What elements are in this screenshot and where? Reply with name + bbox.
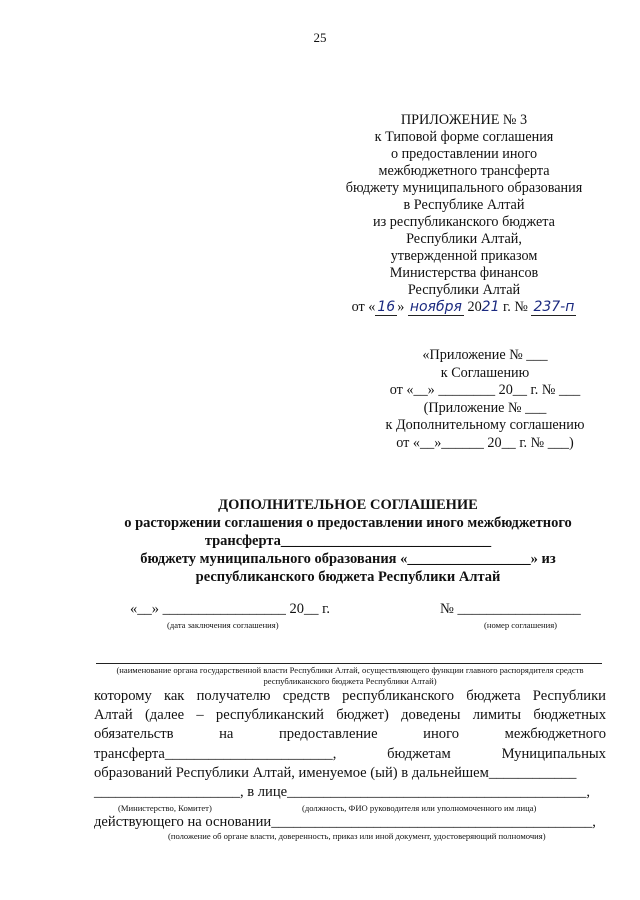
appendix-line: бюджету муниципального образования xyxy=(345,180,583,196)
body-word: Муниципальных xyxy=(501,745,606,762)
appendix-line: из республиканского бюджета xyxy=(373,214,555,230)
title-line: республиканского бюджета Республики Алтай xyxy=(195,569,501,585)
order-mid1: » xyxy=(397,299,408,315)
body-word: бюджетам xyxy=(387,745,451,762)
appendix-line: Республики Алтай xyxy=(407,282,521,298)
document-title xyxy=(88,496,608,586)
appendix-header xyxy=(330,112,598,316)
appendix-line: межбюджетного трансферта xyxy=(378,163,550,179)
appendix-line: в Республике Алтай xyxy=(403,197,525,213)
order-year: 21 xyxy=(481,299,500,315)
body-word: межбюджетного xyxy=(504,726,606,743)
order-day: 16 xyxy=(377,299,396,315)
body-line xyxy=(94,745,606,764)
body-line xyxy=(94,725,606,744)
body-line: которому как получателю средств республиканского бюджета Республики xyxy=(94,688,606,704)
body-word: предоставление xyxy=(279,726,378,743)
date-caption: (дата заключения соглашения) xyxy=(167,620,279,630)
order-number: 237-п xyxy=(533,299,575,315)
title-line: бюджету муниципального образования «_________________» из xyxy=(140,551,556,567)
agreement-number: № _________________ xyxy=(440,601,581,617)
agreement-date: «__» _________________ 20__ г. xyxy=(130,601,331,617)
order-date-line xyxy=(330,299,598,316)
body-line: действующего на основании____________________________________________, xyxy=(94,814,596,830)
appendix-line: ПРИЛОЖЕНИЕ № 3 xyxy=(400,112,528,128)
title-line: о расторжении соглашения о предоставлении иного межбюджетного xyxy=(124,515,572,531)
number-caption: (номер соглашения) xyxy=(484,620,558,630)
title-line: ДОПОЛНИТЕЛЬНОЕ СОГЛАШЕНИЕ xyxy=(218,497,478,513)
body-word: трансферта_______________________, xyxy=(94,745,337,762)
org-caption: (наименование органа государственной власти Республики Алтай, осуществляющего функции главного распорядителя средств республиканского бюджета Республики Алтай) xyxy=(116,665,584,686)
annex-block xyxy=(350,347,620,452)
annex-line: к Дополнительному соглашению xyxy=(385,417,585,433)
official-caption: (должность, ФИО руководителя или уполномоченного им лица) xyxy=(302,803,537,813)
title-line: трансферта_____________________________ xyxy=(204,533,492,549)
body-word: обязательств xyxy=(94,726,174,743)
annex-line: от «__»______ 20__ г. № ___) xyxy=(396,434,574,451)
body-line: Алтай (далее – республиканский бюджет) доведены лимиты бюджетных xyxy=(94,707,606,724)
body-word: на xyxy=(219,726,234,743)
appendix-line: Министерства финансов xyxy=(389,265,539,281)
annex-line: (Приложение № ___ xyxy=(423,399,547,416)
body-line: ____________________, в лице_________________________________________, xyxy=(94,784,590,801)
order-mid2: 20 xyxy=(463,299,482,315)
order-mid3: г. № xyxy=(499,299,532,315)
body-word: иного xyxy=(423,726,459,743)
page-number: 25 xyxy=(313,30,327,45)
body-line: образований Республики Алтай, именуемое (ый) в дальнейшем____________ xyxy=(94,764,577,781)
ministry-caption: (Министерство, Комитет) xyxy=(118,803,212,813)
appendix-line: Республики Алтай, xyxy=(406,231,522,247)
appendix-line: утвержденной приказом xyxy=(390,248,538,264)
order-prefix: от « xyxy=(351,299,376,315)
org-name-line xyxy=(96,663,602,664)
appendix-line: о предоставлении иного xyxy=(390,146,538,162)
body-paragraph xyxy=(94,687,606,802)
annex-line: к Соглашению xyxy=(440,364,530,381)
basis-caption: (положение об органе власти, доверенность, приказ или иной документ, удостоверяющий полномочия) xyxy=(168,831,546,841)
appendix-line: к Типовой форме соглашения xyxy=(374,129,554,145)
annex-line: от «__» ________ 20__ г. № ___ xyxy=(389,382,581,398)
order-month: ноября xyxy=(409,299,462,315)
annex-line: «Приложение № ___ xyxy=(422,347,548,363)
